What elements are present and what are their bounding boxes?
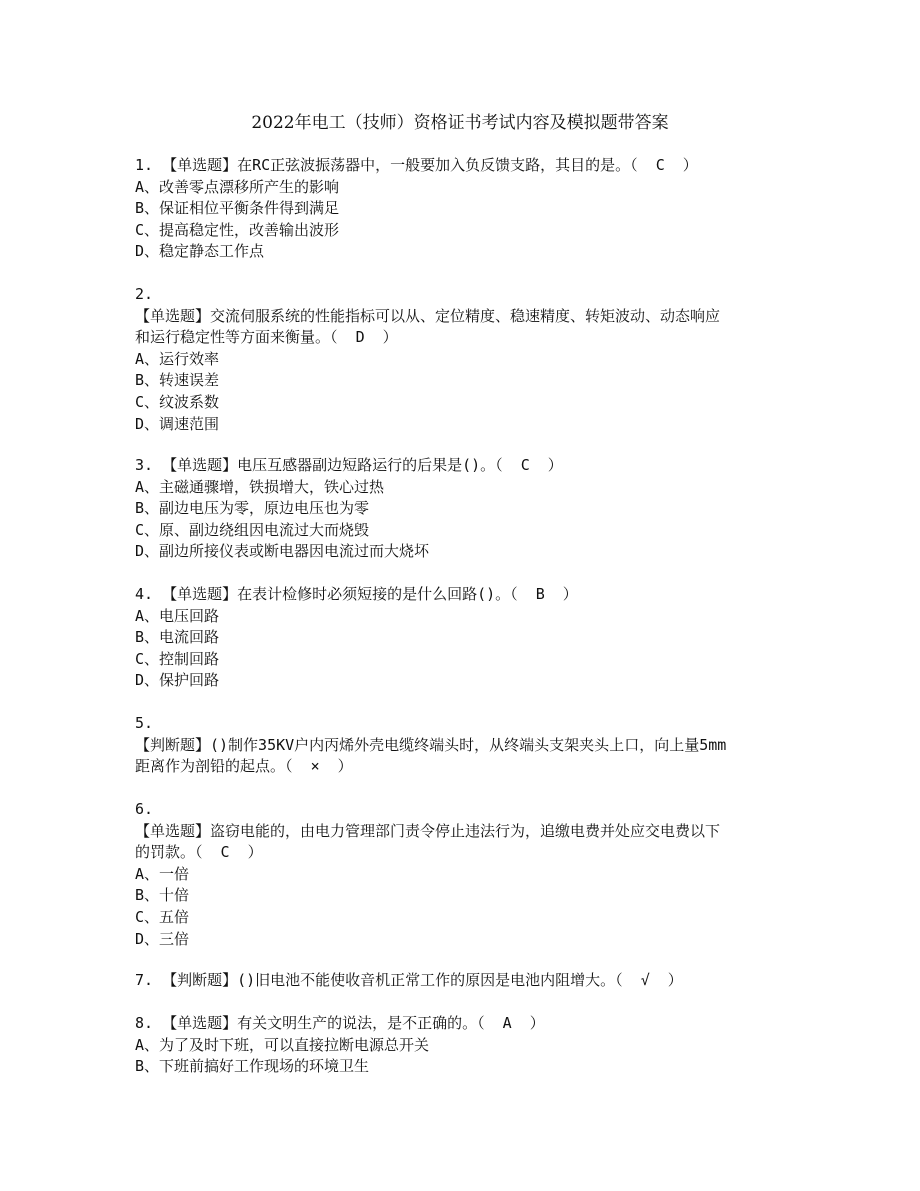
question-2-number: 2. bbox=[135, 285, 154, 303]
question-1-option-b: B、保证相位平衡条件得到满足 bbox=[135, 199, 340, 218]
question-3-option-d: D、副边所接仪表或断电器因电流过而大烧坏 bbox=[135, 542, 430, 561]
question-4-option-c: C、控制回路 bbox=[135, 649, 220, 668]
question-2-option-b: B、转速误差 bbox=[135, 371, 220, 390]
question-4-stem: 4. 【单选题】在表计检修时必须短接的是什么回路()。（ B ） bbox=[135, 585, 578, 603]
question-1-option-a: A、改善零点漂移所产生的影响 bbox=[135, 177, 340, 196]
question-1-stem: 1. 【单选题】在RC正弦波振荡器中，一般要加入负反馈支路，其目的是。（ C ） bbox=[135, 156, 698, 174]
question-2 bbox=[135, 284, 790, 435]
question-7-stem: 7. 【判断题】()旧电池不能使收音机正常工作的原因是电池内阻增大。（ √ ） bbox=[135, 971, 683, 989]
question-4-option-d: D、保护回路 bbox=[135, 671, 220, 690]
question-8-option-b: B、下班前搞好工作现场的环境卫生 bbox=[135, 1057, 370, 1076]
question-6-stem-line-2: 的罚款。（ C ） bbox=[135, 843, 263, 862]
question-6-option-a: A、一倍 bbox=[135, 864, 190, 883]
question-3 bbox=[135, 455, 790, 563]
question-1-option-d: D、稳定静态工作点 bbox=[135, 242, 265, 261]
question-6 bbox=[135, 799, 790, 950]
question-2-option-a: A、运行效率 bbox=[135, 349, 220, 368]
document-title: 2022年电工（技师）资格证书考试内容及模拟题带答案 bbox=[251, 113, 669, 133]
question-2-option-c: C、纹波系数 bbox=[135, 392, 220, 411]
question-1-option-c: C、提高稳定性，改善输出波形 bbox=[135, 220, 340, 239]
question-3-option-c: C、原、副边绕组因电流过大而烧毁 bbox=[135, 520, 370, 539]
question-6-option-d: D、三倍 bbox=[135, 929, 190, 948]
question-3-stem: 3. 【单选题】电压互感器副边短路运行的后果是()。（ C ） bbox=[135, 456, 563, 474]
question-2-option-d: D、调速范围 bbox=[135, 414, 220, 433]
question-2-stem-line-2: 和运行稳定性等方面来衡量。（ D ） bbox=[135, 328, 398, 347]
question-4 bbox=[135, 584, 790, 692]
question-8 bbox=[135, 1013, 790, 1078]
question-1 bbox=[135, 155, 790, 263]
question-8-option-a: A、为了及时下班，可以直接拉断电源总开关 bbox=[135, 1035, 430, 1054]
question-6-number: 6. bbox=[135, 800, 154, 818]
question-2-stem-line-1: 【单选题】交流伺服系统的性能指标可以从、定位精度、稳速精度、转矩波动、动态响应 bbox=[135, 306, 721, 325]
question-5-stem-line-1: 【判断题】()制作35KV户内丙烯外壳电缆终端头时，从终端头支架夹头上口，向上量5mm bbox=[135, 735, 727, 754]
question-5-stem-line-2: 距离作为剖铅的起点。（ × ） bbox=[135, 757, 353, 776]
question-6-option-c: C、五倍 bbox=[135, 907, 190, 926]
question-4-option-b: B、电流回路 bbox=[135, 628, 220, 647]
question-5 bbox=[135, 713, 790, 778]
question-6-stem-line-1: 【单选题】盗窃电能的，由电力管理部门责令停止违法行为，追缴电费并处应交电费以下 bbox=[135, 821, 721, 840]
question-8-stem: 8. 【单选题】有关文明生产的说法，是不正确的。（ A ） bbox=[135, 1014, 545, 1032]
question-3-option-a: A、主磁通骤增，铁损增大，铁心过热 bbox=[135, 477, 385, 496]
question-5-number: 5. bbox=[135, 714, 154, 732]
question-4-option-a: A、电压回路 bbox=[135, 606, 220, 625]
question-6-option-b: B、十倍 bbox=[135, 886, 190, 905]
question-3-option-b: B、副边电压为零，原边电压也为零 bbox=[135, 499, 370, 518]
question-7 bbox=[135, 970, 790, 992]
